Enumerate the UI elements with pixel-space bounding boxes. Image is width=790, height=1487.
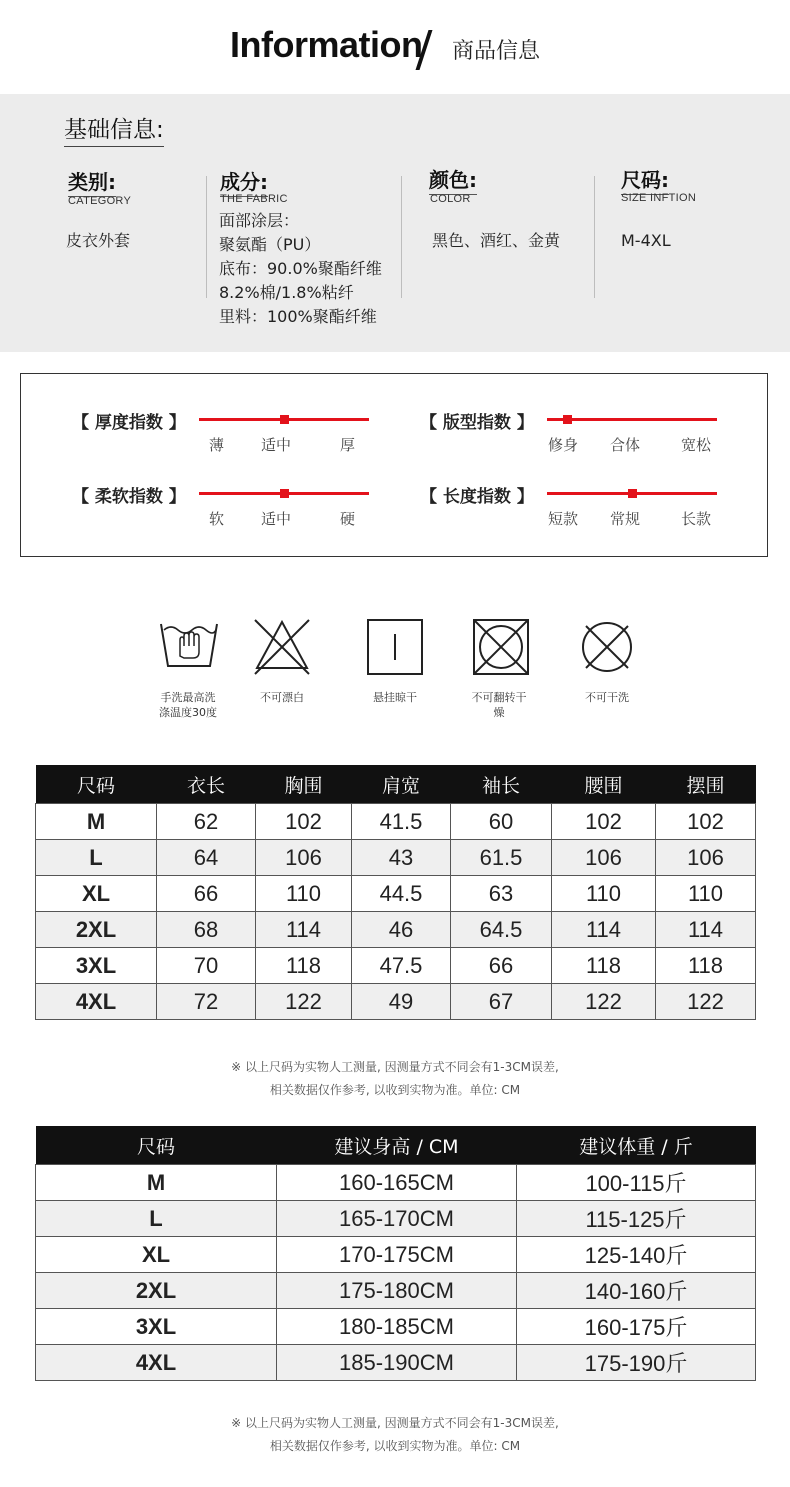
fabric-line: 8.2%棉/1.8%粘纤 <box>219 283 354 302</box>
basic-info-title: 基础信息: <box>64 111 164 147</box>
color-heading: 颜色: <box>429 164 477 195</box>
column-header: 腰围 <box>552 765 656 804</box>
table-cell: 63 <box>451 876 552 912</box>
table-cell: 122 <box>256 984 352 1020</box>
table-row <box>36 1165 756 1201</box>
table-cell: 66 <box>451 948 552 984</box>
color-value: 黑色、酒红、金黄 <box>432 231 561 250</box>
table-cell: 118 <box>656 948 756 984</box>
table-cell: 125-140斤 <box>517 1237 756 1273</box>
measurement-note <box>0 1056 790 1102</box>
table-cell: 44.5 <box>352 876 451 912</box>
table-cell: 62 <box>157 804 256 840</box>
scale-tick: 修身 <box>548 436 579 454</box>
table-cell: 110 <box>552 876 656 912</box>
scale-tick: 长款 <box>681 510 712 528</box>
scale-tick: 合体 <box>610 436 641 454</box>
table-cell: 106 <box>656 840 756 876</box>
table-cell: 102 <box>656 804 756 840</box>
table-cell: 67 <box>451 984 552 1020</box>
fabric-sub: THE FABRIC <box>220 193 288 205</box>
care-label: 手洗最高洗涤温度30度 <box>159 691 217 719</box>
size-cell: L <box>36 840 157 876</box>
table-cell: 165-170CM <box>277 1201 517 1237</box>
table-cell: 49 <box>352 984 451 1020</box>
length-label: 【 长度指数 】 <box>420 487 534 507</box>
size-cell: L <box>36 1201 277 1237</box>
table-cell: 64.5 <box>451 912 552 948</box>
size-heading: 尺码: <box>621 164 669 195</box>
table-cell: 122 <box>656 984 756 1020</box>
size-cell: 3XL <box>36 1309 277 1345</box>
table-cell: 102 <box>552 804 656 840</box>
length-marker <box>628 489 637 498</box>
table-cell: 70 <box>157 948 256 984</box>
scale-tick: 硬 <box>340 510 356 528</box>
scale-tick: 软 <box>209 510 225 528</box>
care-label: 不可漂白 <box>260 691 304 704</box>
table-header-row <box>36 1126 756 1165</box>
table-row <box>36 840 756 876</box>
table-cell: 100-115斤 <box>517 1165 756 1201</box>
size-table <box>35 765 756 1020</box>
no-tumble-dry-icon <box>470 616 532 678</box>
table-cell: 43 <box>352 840 451 876</box>
table-cell: 114 <box>256 912 352 948</box>
scale-tick: 常规 <box>610 510 641 528</box>
softness-marker <box>280 489 289 498</box>
column-header: 尺码 <box>36 1126 277 1165</box>
table-cell: 122 <box>552 984 656 1020</box>
fabric-line: 面部涂层： <box>219 211 300 230</box>
table-header-row <box>36 765 756 804</box>
fit-table <box>35 1126 756 1381</box>
table-cell: 110 <box>256 876 352 912</box>
size-cell: XL <box>36 876 157 912</box>
table-row <box>36 912 756 948</box>
column-header: 建议体重 / 斤 <box>517 1126 756 1165</box>
scale-tick: 薄 <box>209 436 225 454</box>
table-cell: 185-190CM <box>277 1345 517 1381</box>
column-header: 袖长 <box>451 765 552 804</box>
table-cell: 41.5 <box>352 804 451 840</box>
table-cell: 68 <box>157 912 256 948</box>
softness-label: 【 柔软指数 】 <box>72 487 186 507</box>
column-header: 胸围 <box>256 765 352 804</box>
table-cell: 46 <box>352 912 451 948</box>
color-sub: COLOR <box>430 193 471 205</box>
size-cell: 3XL <box>36 948 157 984</box>
measurement-note <box>0 1412 790 1458</box>
fabric-lines <box>219 209 382 329</box>
table-cell: 66 <box>157 876 256 912</box>
note-line: 相关数据仅作参考, 以收到实物为准。单位: CM <box>269 1083 521 1097</box>
category-heading: 类别: <box>68 166 116 197</box>
fabric-heading: 成分: <box>220 166 268 197</box>
table-row <box>36 1237 756 1273</box>
table-cell: 160-175斤 <box>517 1309 756 1345</box>
fabric-line: 聚氨酯（PU） <box>219 235 321 254</box>
column-header: 尺码 <box>36 765 157 804</box>
table-cell: 175-180CM <box>277 1273 517 1309</box>
column-header: 建议身高 / CM <box>277 1126 517 1165</box>
no-dry-clean-icon <box>576 616 638 678</box>
care-label: 不可翻转干燥 <box>471 691 527 719</box>
column-header: 肩宽 <box>352 765 451 804</box>
table-cell: 60 <box>451 804 552 840</box>
care-label: 悬挂晾干 <box>373 691 417 704</box>
scale-tick: 短款 <box>548 510 579 528</box>
table-row <box>36 876 756 912</box>
table-cell: 114 <box>552 912 656 948</box>
fabric-line: 底布：90.0%聚酯纤维 <box>219 259 382 278</box>
title-chinese: 商品信息 <box>452 39 541 64</box>
table-cell: 160-165CM <box>277 1165 517 1201</box>
scale-tick: 宽松 <box>681 436 712 454</box>
column-header: 衣长 <box>157 765 256 804</box>
size-cell: M <box>36 1165 277 1201</box>
table-cell: 61.5 <box>451 840 552 876</box>
note-line: ※ 以上尺码为实物人工测量, 因测量方式不同会有1-3CM误差, <box>231 1060 559 1074</box>
column-divider <box>401 176 402 298</box>
table-cell: 110 <box>656 876 756 912</box>
column-header: 摆围 <box>656 765 756 804</box>
table-row <box>36 1345 756 1381</box>
table-row <box>36 948 756 984</box>
table-row <box>36 1273 756 1309</box>
table-cell: 140-160斤 <box>517 1273 756 1309</box>
category-value: 皮衣外套 <box>66 231 131 250</box>
table-row <box>36 1201 756 1237</box>
column-divider <box>206 176 207 298</box>
table-cell: 106 <box>256 840 352 876</box>
table-row <box>36 984 756 1020</box>
table-cell: 47.5 <box>352 948 451 984</box>
fit-scale <box>547 418 717 421</box>
note-line: 相关数据仅作参考, 以收到实物为准。单位: CM <box>269 1439 521 1453</box>
table-cell: 115-125斤 <box>517 1201 756 1237</box>
size-cell: 4XL <box>36 984 157 1020</box>
scale-tick: 厚 <box>340 436 356 454</box>
fit-marker <box>563 415 572 424</box>
table-row <box>36 804 756 840</box>
table-cell: 180-185CM <box>277 1309 517 1345</box>
fabric-line: 里料：100%聚酯纤维 <box>219 307 377 326</box>
column-divider <box>594 176 595 298</box>
hang-dry-icon <box>364 616 426 678</box>
category-sub: CATEGORY <box>68 195 132 207</box>
table-cell: 106 <box>552 840 656 876</box>
table-cell: 170-175CM <box>277 1237 517 1273</box>
table-cell: 118 <box>552 948 656 984</box>
size-value: M-4XL <box>621 231 671 250</box>
size-cell: 2XL <box>36 1273 277 1309</box>
size-cell: M <box>36 804 157 840</box>
table-cell: 64 <box>157 840 256 876</box>
table-cell: 118 <box>256 948 352 984</box>
scale-tick: 适中 <box>261 510 292 528</box>
thickness-label: 【 厚度指数 】 <box>72 413 186 433</box>
scale-tick: 适中 <box>261 436 292 454</box>
size-cell: XL <box>36 1237 277 1273</box>
size-cell: 2XL <box>36 912 157 948</box>
table-cell: 175-190斤 <box>517 1345 756 1381</box>
hand-wash-icon <box>158 616 220 678</box>
table-cell: 72 <box>157 984 256 1020</box>
title-english: Information <box>230 24 423 65</box>
no-bleach-icon <box>251 616 313 678</box>
size-cell: 4XL <box>36 1345 277 1381</box>
table-cell: 114 <box>656 912 756 948</box>
thickness-marker <box>280 415 289 424</box>
table-row <box>36 1309 756 1345</box>
fit-label: 【 版型指数 】 <box>420 413 534 433</box>
note-line: ※ 以上尺码为实物人工测量, 因测量方式不同会有1-3CM误差, <box>231 1416 559 1430</box>
table-cell: 102 <box>256 804 352 840</box>
care-label: 不可干洗 <box>585 691 629 704</box>
index-panel <box>20 373 768 557</box>
size-sub: SIZE INFTION <box>621 192 697 204</box>
